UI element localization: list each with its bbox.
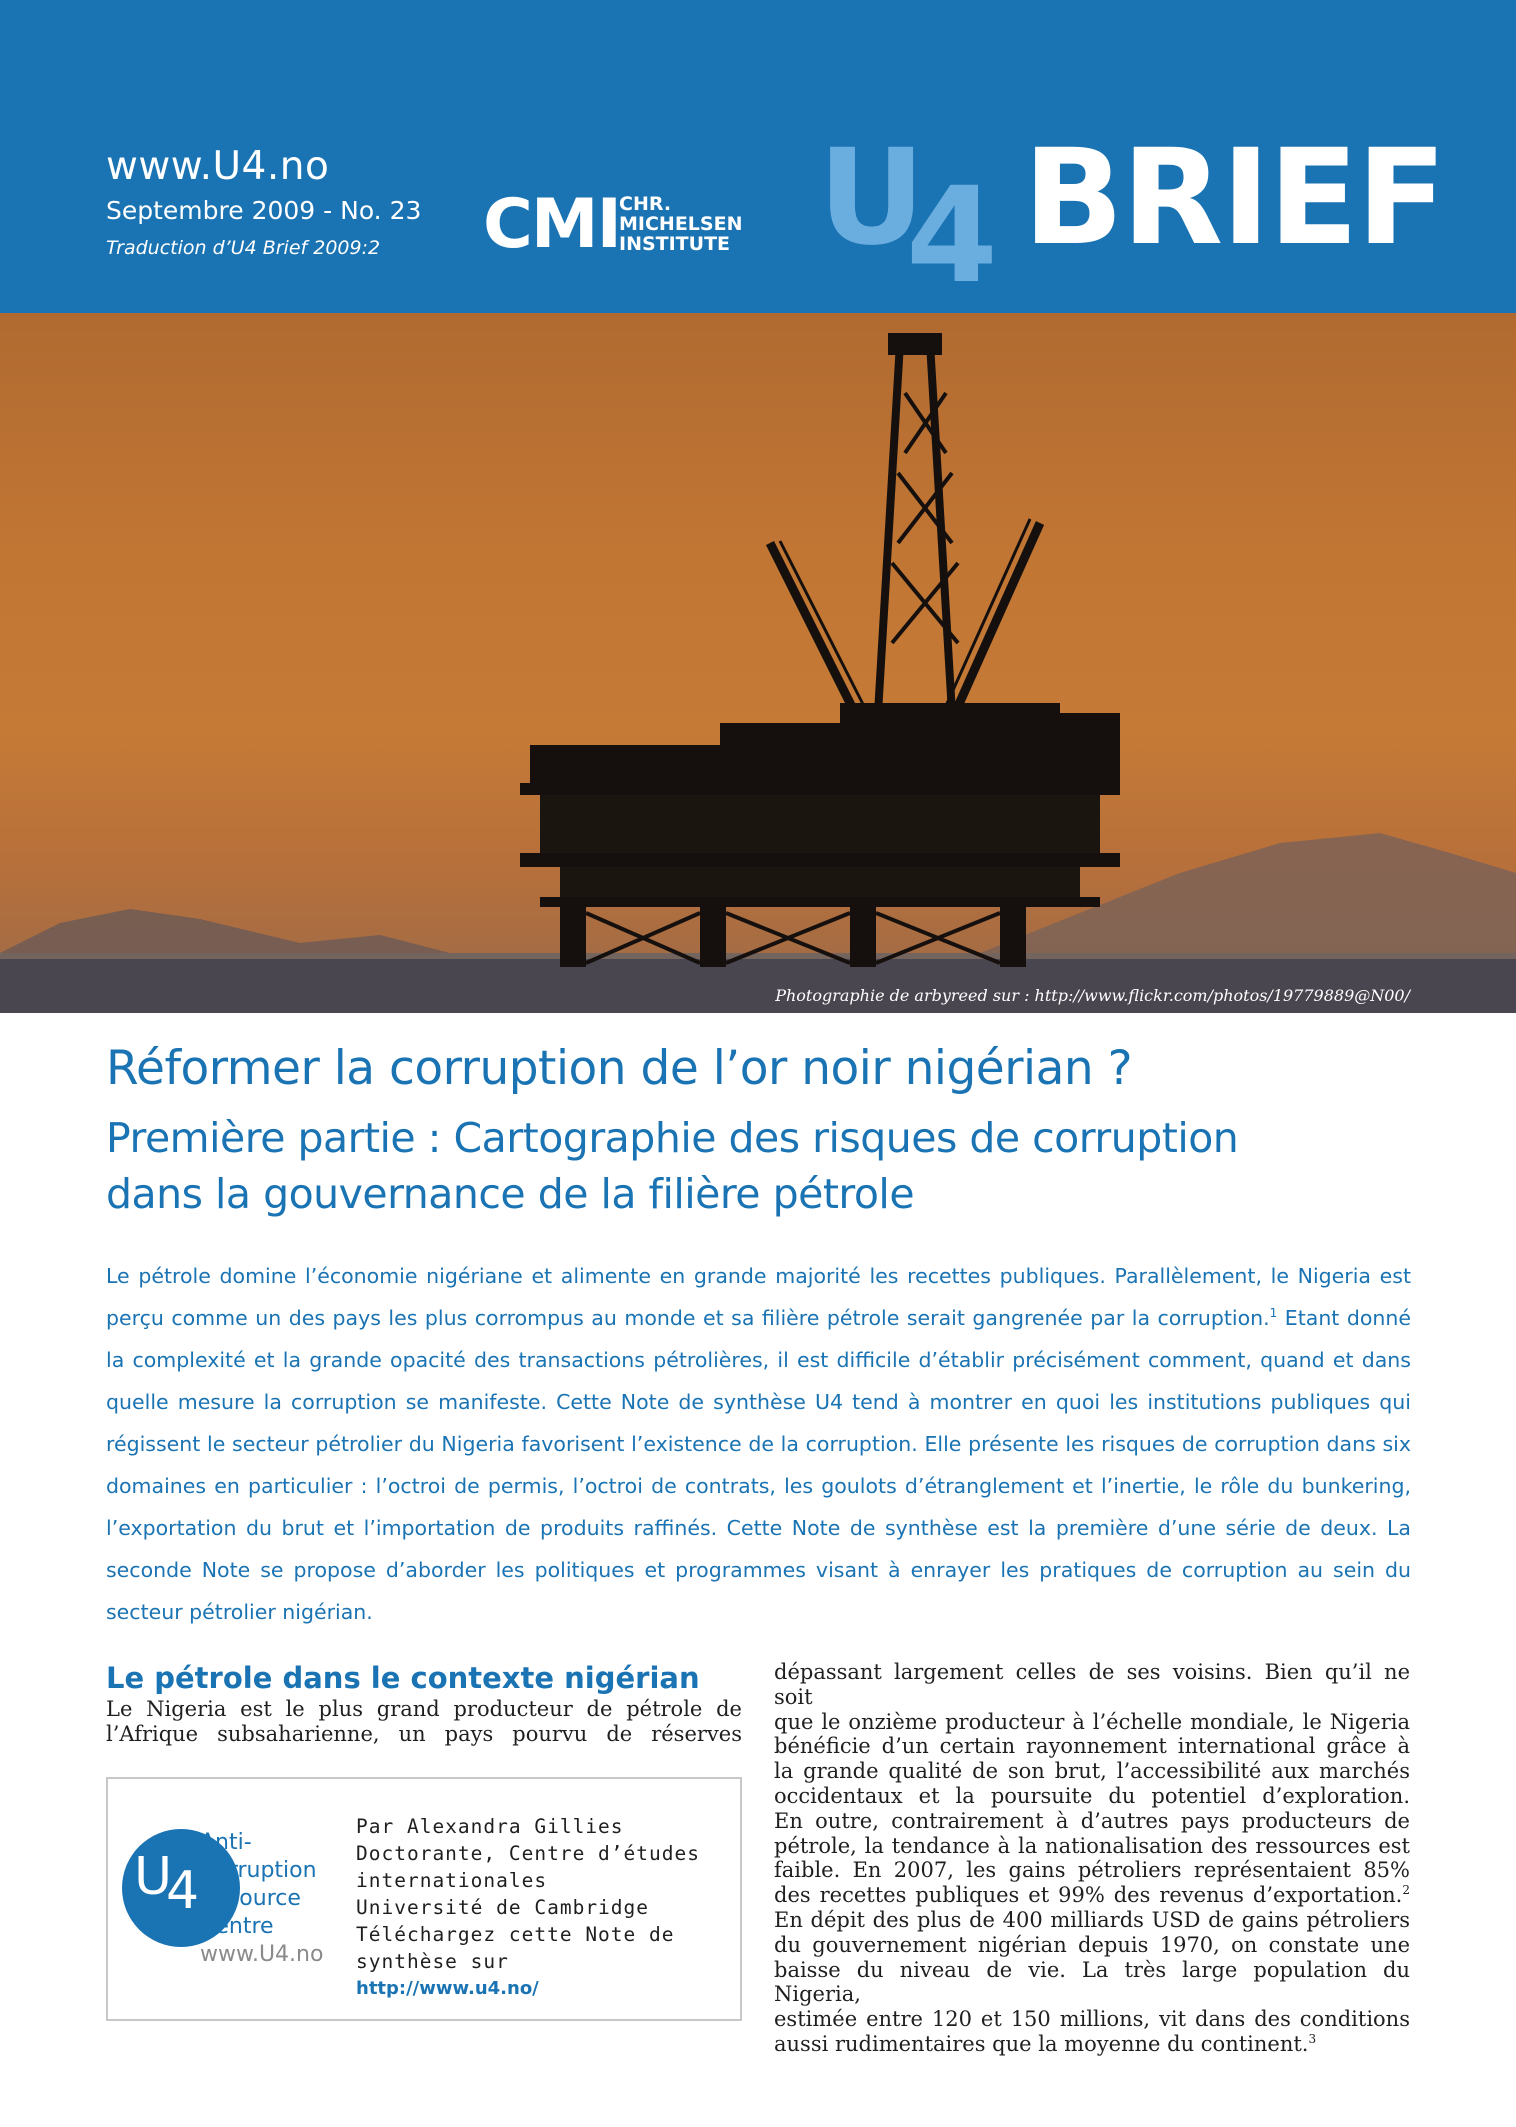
body-line: que le onzième producteur à l’échelle mondiale, le Nigeria bbox=[774, 1709, 1410, 1734]
org-website[interactable]: www.U4.no bbox=[200, 1942, 324, 1967]
translation-note: Traduction d’U4 Brief 2009:2 bbox=[106, 237, 381, 259]
body-line: estimée entre 120 et 150 millions, vit dans des conditions bbox=[774, 2007, 1410, 2032]
u4-brief-word: BRIEF bbox=[1023, 121, 1445, 275]
cmi-name-line: INSTITUTE bbox=[619, 233, 731, 255]
org-line: Centre bbox=[200, 1914, 274, 1939]
intro-paragraph bbox=[106, 1255, 1411, 1633]
body-line: Le Nigeria est le plus grand producteur de pétrole de bbox=[106, 1697, 742, 1721]
body-line: l’Afrique subsaharienne, un pays pourvu de réserves bbox=[106, 1722, 742, 1746]
body-line: bénéficie d’un certain rayonnement international grâce à bbox=[774, 1734, 1410, 1759]
author-name: Par Alexandra Gillies bbox=[356, 1815, 624, 1838]
oil-rig-silhouette bbox=[0, 313, 1516, 1013]
u4-org-name bbox=[200, 1829, 323, 1969]
author-info bbox=[356, 1813, 700, 2002]
left-column-text bbox=[106, 1697, 742, 1747]
body-line: du gouvernement nigérian depuis 1970, on constate une bbox=[774, 1932, 1410, 1957]
author-line: Doctorante, Centre d’études bbox=[356, 1842, 700, 1865]
subtitle-line: Première partie : Cartographie des risques de corruption bbox=[106, 1114, 1239, 1162]
footnote-ref[interactable]: 1 bbox=[1269, 1306, 1278, 1321]
section-heading: Le pétrole dans le contexte nigérian bbox=[106, 1661, 700, 1695]
u4-logo-u: U bbox=[134, 1847, 173, 1907]
header-url[interactable]: www.U4.no bbox=[106, 144, 330, 189]
page-title: Réformer la corruption de l’or noir nigérian ? bbox=[106, 1041, 1133, 1096]
u4-brief-u: U bbox=[818, 121, 926, 275]
u4-brief-4: 4 bbox=[906, 159, 998, 313]
org-line: Resource bbox=[200, 1886, 301, 1911]
body-line-text: aussi rudimentaires que la moyenne du continent. bbox=[774, 2031, 1309, 2056]
author-box bbox=[106, 1777, 742, 2021]
body-line: En dépit des plus de 400 milliards USD de gains pétroliers bbox=[774, 1907, 1410, 1932]
header-band bbox=[0, 0, 1516, 313]
body-line bbox=[774, 1883, 1410, 1908]
oil-rig-photo bbox=[0, 313, 1516, 1013]
author-line: internationales bbox=[356, 1869, 548, 1892]
author-line: synthèse sur bbox=[356, 1950, 509, 1973]
body-line: En outre, contrairement à d’autres pays producteurs de bbox=[774, 1808, 1410, 1833]
footnote-ref[interactable]: 2 bbox=[1402, 1883, 1410, 1898]
body-line bbox=[774, 2032, 1410, 2057]
subtitle-line: dans la gouvernance de la filière pétrole bbox=[106, 1170, 915, 1218]
cmi-name-line: CHR. bbox=[619, 193, 672, 215]
cmi-name-line: MICHELSEN bbox=[619, 213, 743, 235]
intro-text: Le pétrole domine l’économie nigériane et alimente en grande majorité les recettes publiques. Parallèlement, le Nigeria est perçu comme un des pays les plus corrompus au monde et sa filière pétrole serait gangrenée par la corruption. bbox=[106, 1264, 1411, 1330]
body-line: dépassant largement celles de ses voisins. Bien qu’il ne soit bbox=[774, 1660, 1410, 1709]
body-line: la grande qualité de son brut, l’accessibilité aux marchés bbox=[774, 1759, 1410, 1784]
issue-info: Septembre 2009 - No. 23 bbox=[106, 196, 422, 225]
body-line: baisse du niveau de vie. La très large population du Nigeria, bbox=[774, 1957, 1410, 2007]
org-line: Anti- bbox=[200, 1830, 252, 1855]
right-column-text bbox=[774, 1660, 1410, 2057]
intro-text: Etant donné la complexité et la grande opacité des transactions pétrolières, il est difficile d’établir précisément comment, quand et dans quelle mesure la corruption se manifeste. Cette Note de synthèse U4 tend à montrer en quoi les institutions publiques qui régissent le secteur pétrolier du Nigeria favorisent l’existence de la corruption. Elle présente les risques de corruption dans six domaines en particulier : l’octroi de permis, l’octroi de contrats, les goulots d’étranglement et l’inertie, le rôle du bunkering, l’exportation du brut et l’importation de produits raffinés. Cette Note de synthèse est la première d’une série de deux. La seconde Note se propose d’aborder les politiques et programmes visant à enrayer les pratiques de corruption au sein du secteur pétrolier nigérian. bbox=[106, 1306, 1411, 1624]
photo-credit: Photographie de arbyreed sur : http://www.flickr.com/photos/19779889@N00/ bbox=[775, 986, 1410, 1005]
author-line: Université de Cambridge bbox=[356, 1896, 650, 1919]
footnote-ref[interactable]: 3 bbox=[1308, 2031, 1317, 2046]
cmi-logo-letters: CMI bbox=[483, 185, 620, 264]
body-line-text: des recettes publiques et 99% des revenus d’exportation. bbox=[774, 1883, 1403, 1908]
u4-logo-4: 4 bbox=[166, 1861, 200, 1921]
page-subtitle bbox=[106, 1110, 1426, 1222]
cmi-logo-name bbox=[619, 194, 742, 254]
author-line: Téléchargez cette Note de bbox=[356, 1923, 675, 1946]
body-line: pétrole, la tendance à la nationalisation des ressources est bbox=[774, 1833, 1410, 1858]
body-line: occidentaux et la poursuite du potentiel d’exploration. bbox=[774, 1783, 1410, 1808]
download-link[interactable]: http://www.u4.no/ bbox=[356, 1978, 539, 1999]
org-line: Corruption bbox=[200, 1858, 317, 1883]
body-line: faible. En 2007, les gains pétroliers représentaient 85% bbox=[774, 1858, 1410, 1883]
